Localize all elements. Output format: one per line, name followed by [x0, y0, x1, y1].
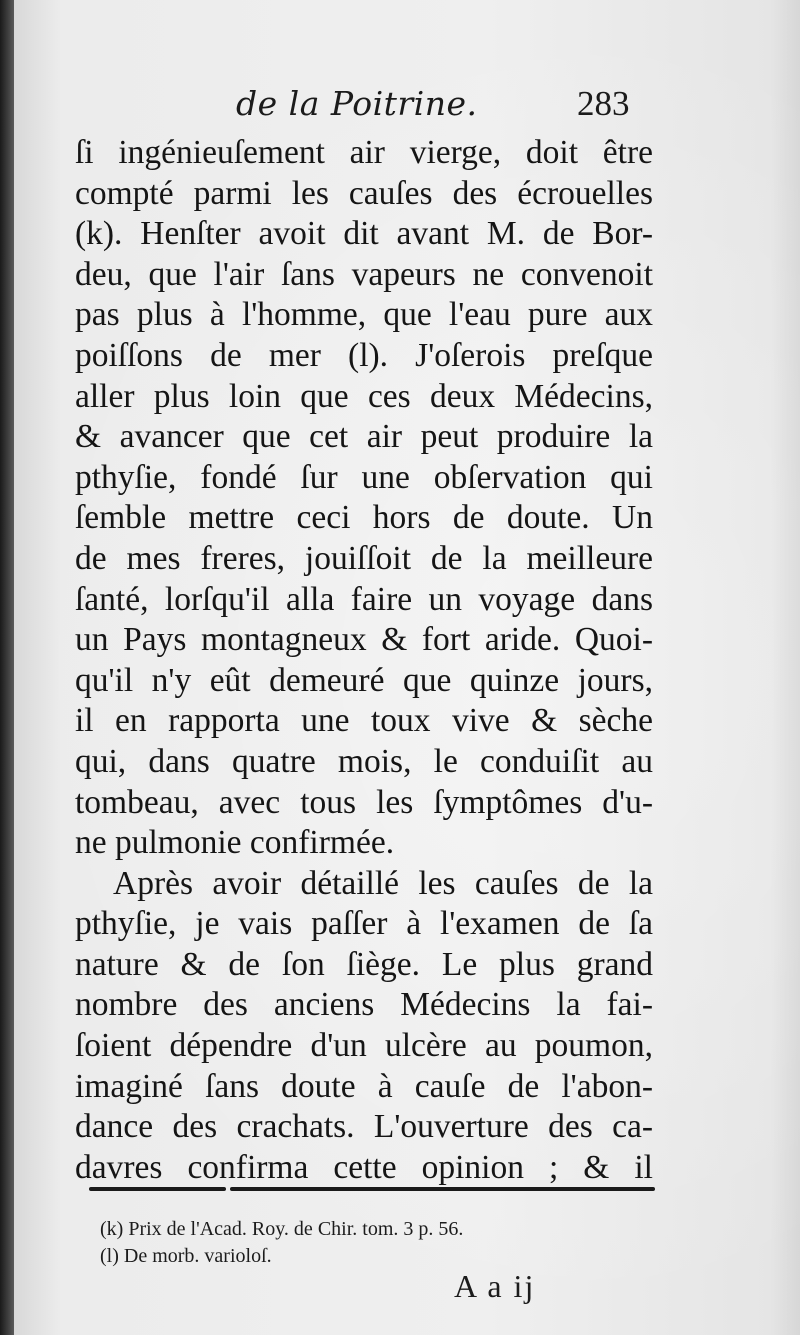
text-line: pthyſie, je vais paſſer à l'examen de ſa	[75, 905, 653, 943]
text-line: il en rapporta une toux vive & sèche	[75, 702, 653, 740]
rule-segment	[89, 1187, 226, 1191]
signature-mark: A a ij	[454, 1268, 536, 1304]
text-line: qu'il n'y eût demeuré que quinze jours,	[75, 661, 653, 699]
text-line: davres confirma cette opinion ; & il	[75, 1148, 653, 1186]
footnote-l: (l) De morb. varioloſ.	[100, 1245, 272, 1267]
book-page	[14, 0, 800, 1335]
text-line: nature & de ſon ſiège. Le plus grand	[75, 945, 653, 983]
text-line: Après avoir détaillé les cauſes de la	[113, 864, 653, 902]
book-spine	[0, 0, 14, 1335]
text-line: imaginé ſans doute à cauſe de l'abon-	[75, 1067, 653, 1105]
text-line: deu, que l'air ſans vapeurs ne convenoit	[75, 255, 653, 293]
text-line: ne pulmonie confirmée.	[75, 824, 395, 862]
page-number: 283	[577, 84, 630, 123]
page-header	[14, 78, 800, 128]
body-text	[75, 133, 653, 1188]
footnote-k: (k) Prix de l'Acad. Roy. de Chir. tom. 3 p. 56.	[100, 1218, 464, 1240]
text-line: de mes freres, jouiſſoit de la meilleure	[75, 539, 653, 577]
text-line: aller plus loin que ces deux Médecins,	[75, 377, 653, 415]
text-line: ſanté, lorſqu'il alla faire un voyage dans	[75, 580, 653, 618]
text-line: nombre des anciens Médecins la fai-	[75, 986, 653, 1024]
text-line: ſi ingénieuſement air vierge, doit être	[75, 134, 653, 171]
text-line: pas plus à l'homme, que l'eau pure aux	[75, 296, 653, 334]
running-title: de la Poitrine.	[236, 84, 478, 123]
text-line: un Pays montagneux & fort aride. Quoi-	[75, 621, 653, 659]
footnotes	[100, 1216, 660, 1270]
footnote-rule	[89, 1184, 657, 1194]
text-line: tombeau, avec tous les ſymptômes d'u-	[75, 783, 653, 821]
text-line: ſemble mettre ceci hors de doute. Un	[75, 499, 653, 537]
text-line: (k). Henſter avoit dit avant M. de Bor-	[75, 215, 653, 253]
page-edge-shadow	[770, 0, 800, 1335]
text-line: poiſſons de mer (l). J'oſerois preſque	[75, 336, 653, 374]
text-line: pthyſie, fondé ſur une obſervation qui	[75, 458, 653, 496]
text-line: compté parmi les cauſes des écrouelles	[75, 174, 653, 212]
rule-segment	[230, 1187, 655, 1191]
text-line: & avancer que cet air peut produire la	[75, 418, 653, 456]
text-line: ſoient dépendre d'un ulcère au poumon,	[75, 1027, 653, 1065]
text-line: dance des crachats. L'ouverture des ca-	[75, 1108, 653, 1146]
text-line: qui, dans quatre mois, le conduiſit au	[75, 742, 653, 780]
